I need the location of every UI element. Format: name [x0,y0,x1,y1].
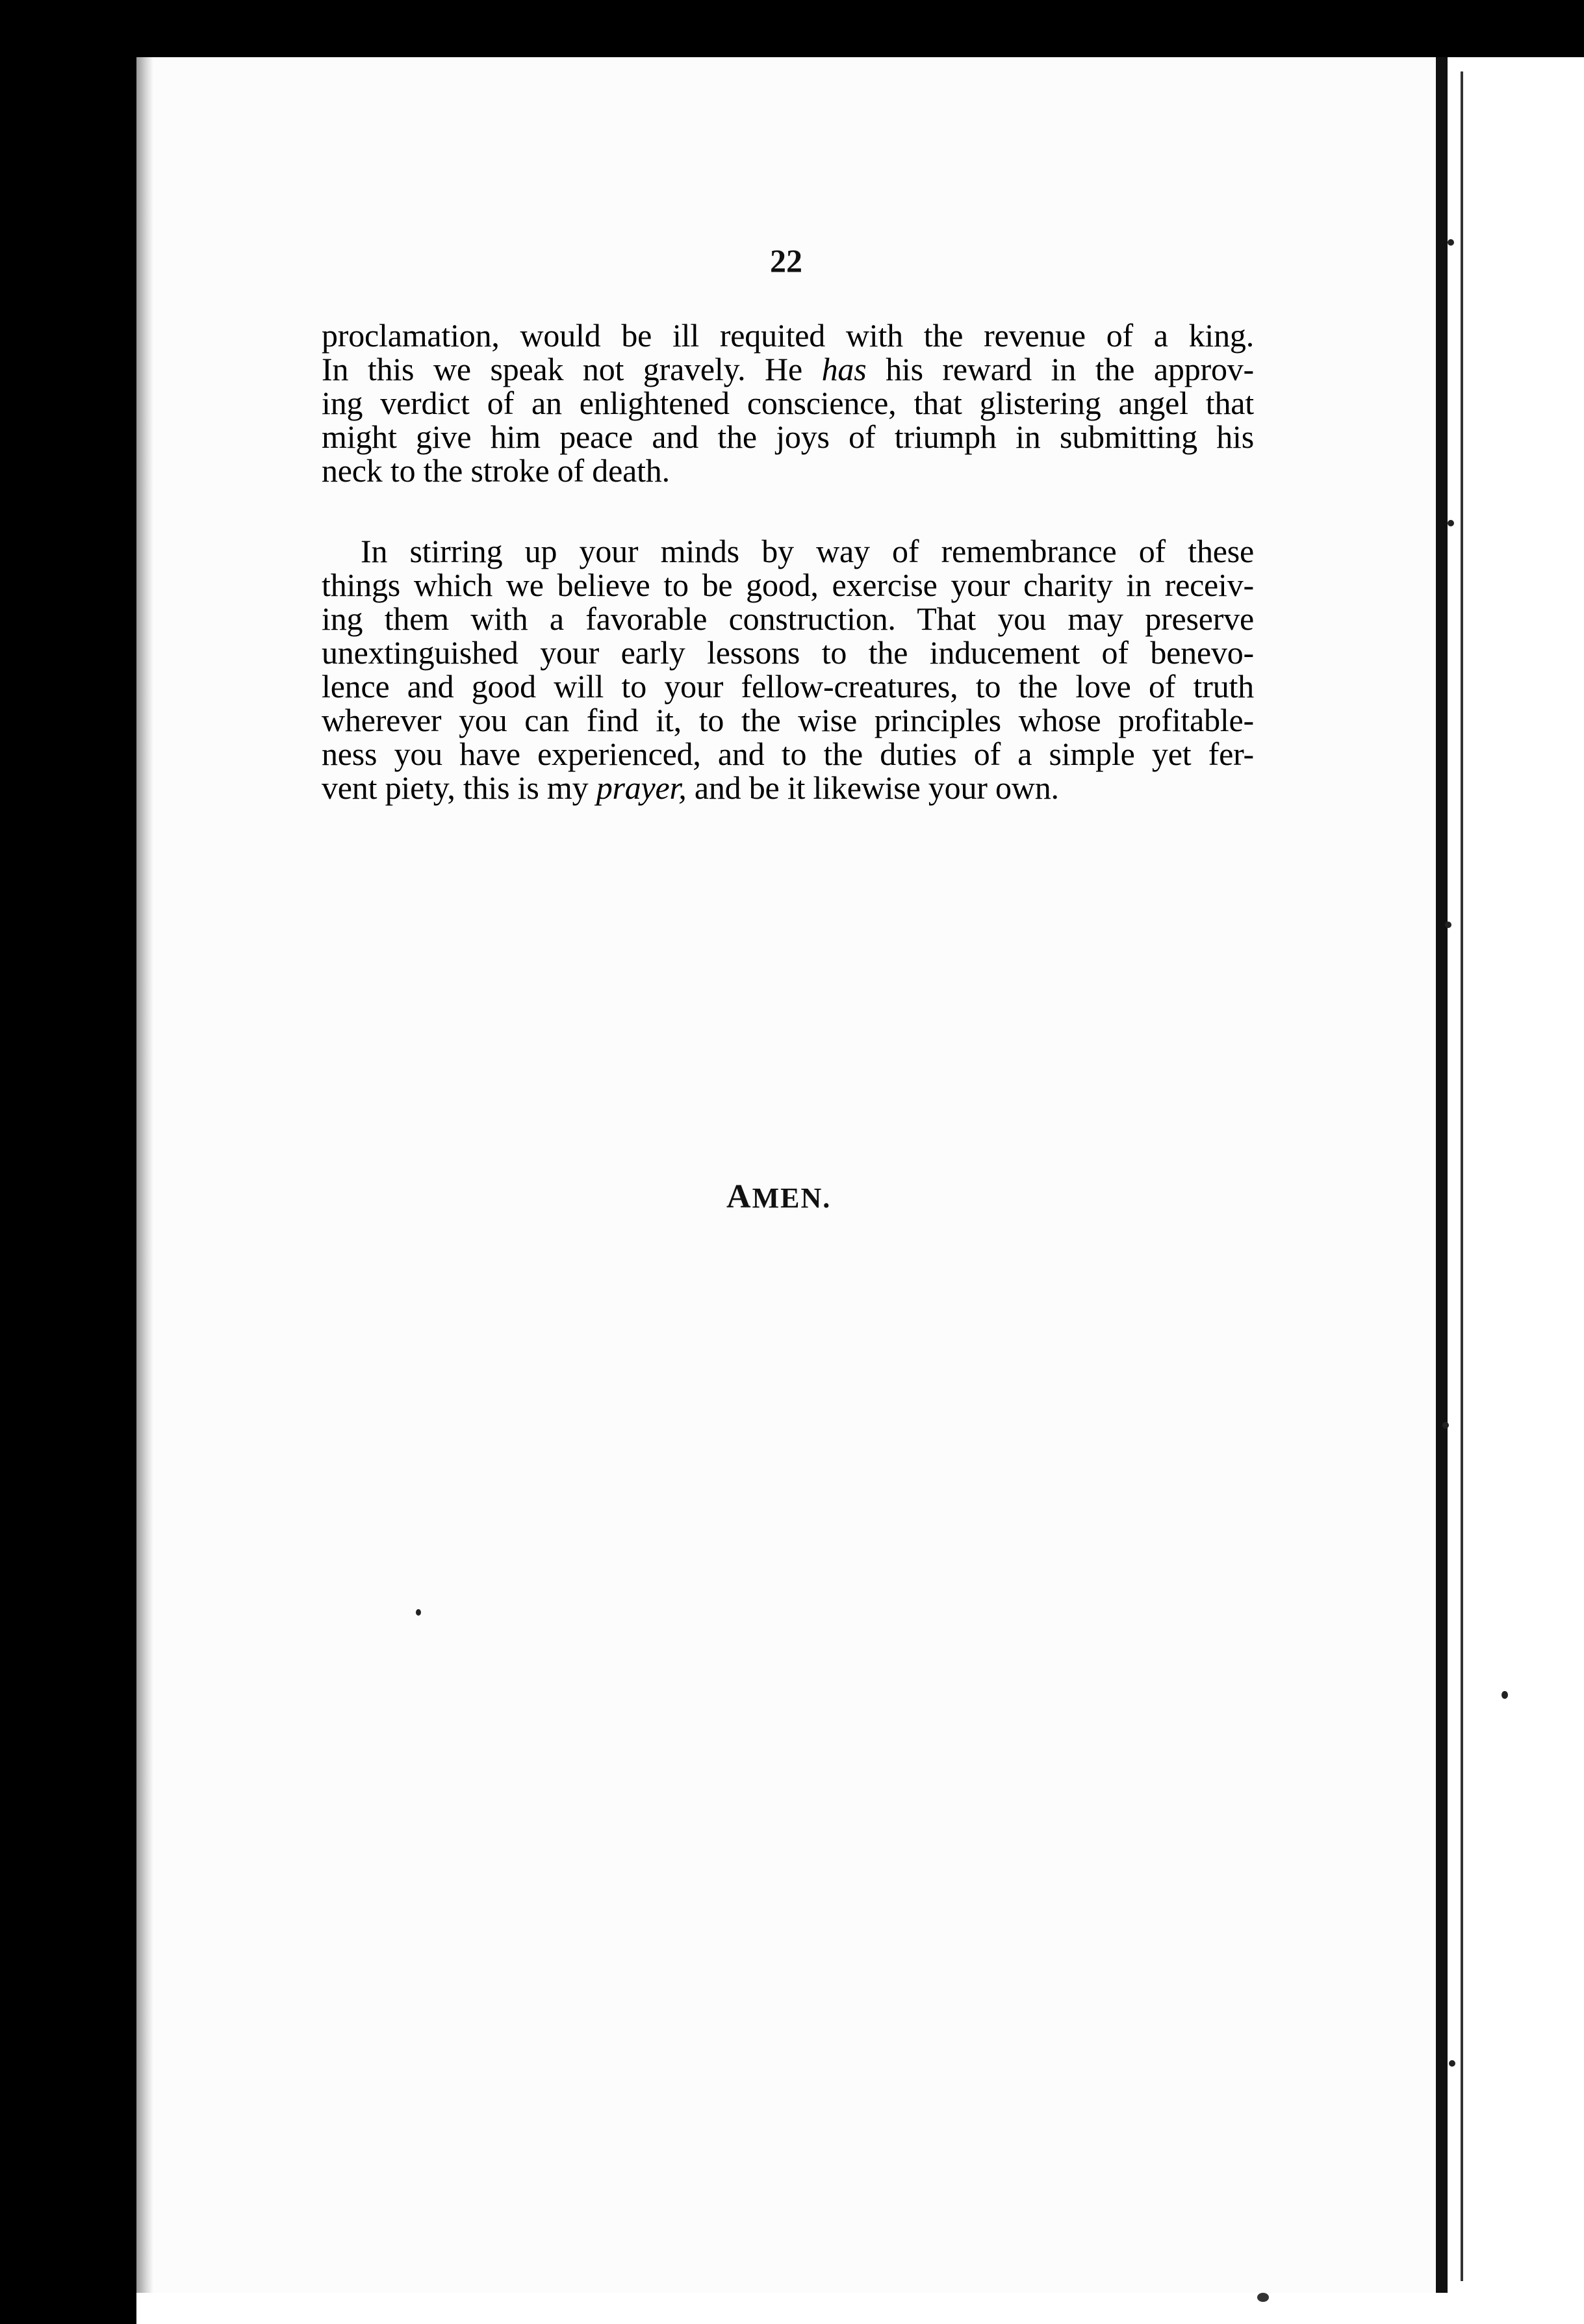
ink-speck [416,1609,421,1616]
paragraph-1 [322,318,1254,487]
text-line: ness you have experienced, and to the duties of a simple yet fer- [322,736,1254,772]
text-line: unextinguished your early lessons to the inducement of benevo- [322,634,1254,671]
text-line [322,352,1254,386]
text-line: ing verdict of an enlightened conscience, that glistering angel that [322,385,1254,421]
binding-stitch [1445,922,1451,928]
text-line: proclamation, would be ill requited with the revenue of a king. [322,317,1254,354]
text-line: might give him peace and the joys of triumph in submitting his [322,419,1254,455]
binding-stitch [1442,1422,1449,1428]
text-line: things which we believe to be good, exercise your charity in receiv- [322,567,1254,603]
scanner-border-left [0,0,136,2324]
page-edge-shading [136,57,153,2293]
binding-stitch [1448,239,1454,246]
emphasis-text: has [821,351,867,387]
text-line: lence and good will to your fellow-creatures, to the love of truth [322,668,1254,704]
text-line [322,771,1254,805]
closing-initial: A [726,1178,752,1215]
paragraph-2 [322,534,1254,805]
binding-gutter [1436,57,1448,2293]
text-fragment: and be it likewise your own. [686,769,1059,806]
binding-line [1461,71,1463,2281]
text-line: wherever you can find it, to the wise principles whose profitable- [322,702,1254,738]
text-fragment: In this we speak not gravely. He [322,351,822,387]
text-line: ing them with a favorable construction. That you may preserve [322,600,1254,637]
ink-speck [1257,2293,1269,2302]
page-number: 22 [770,242,802,279]
text-fragment: vent piety, this is my [322,769,596,806]
closing-amen [726,1178,831,1216]
ink-speck [1501,1691,1508,1699]
binding-stitch [1449,2060,1455,2067]
binding-stitch [1448,520,1454,526]
text-line: neck to the stroke of death. [322,452,670,489]
text-line: In stirring up your minds by way of remembrance of these [361,533,1254,569]
text-fragment: his reward in the approv- [866,351,1254,387]
emphasis-text: prayer, [596,769,687,806]
scanner-border-top [0,0,1584,57]
closing-rest: MEN. [752,1182,832,1214]
